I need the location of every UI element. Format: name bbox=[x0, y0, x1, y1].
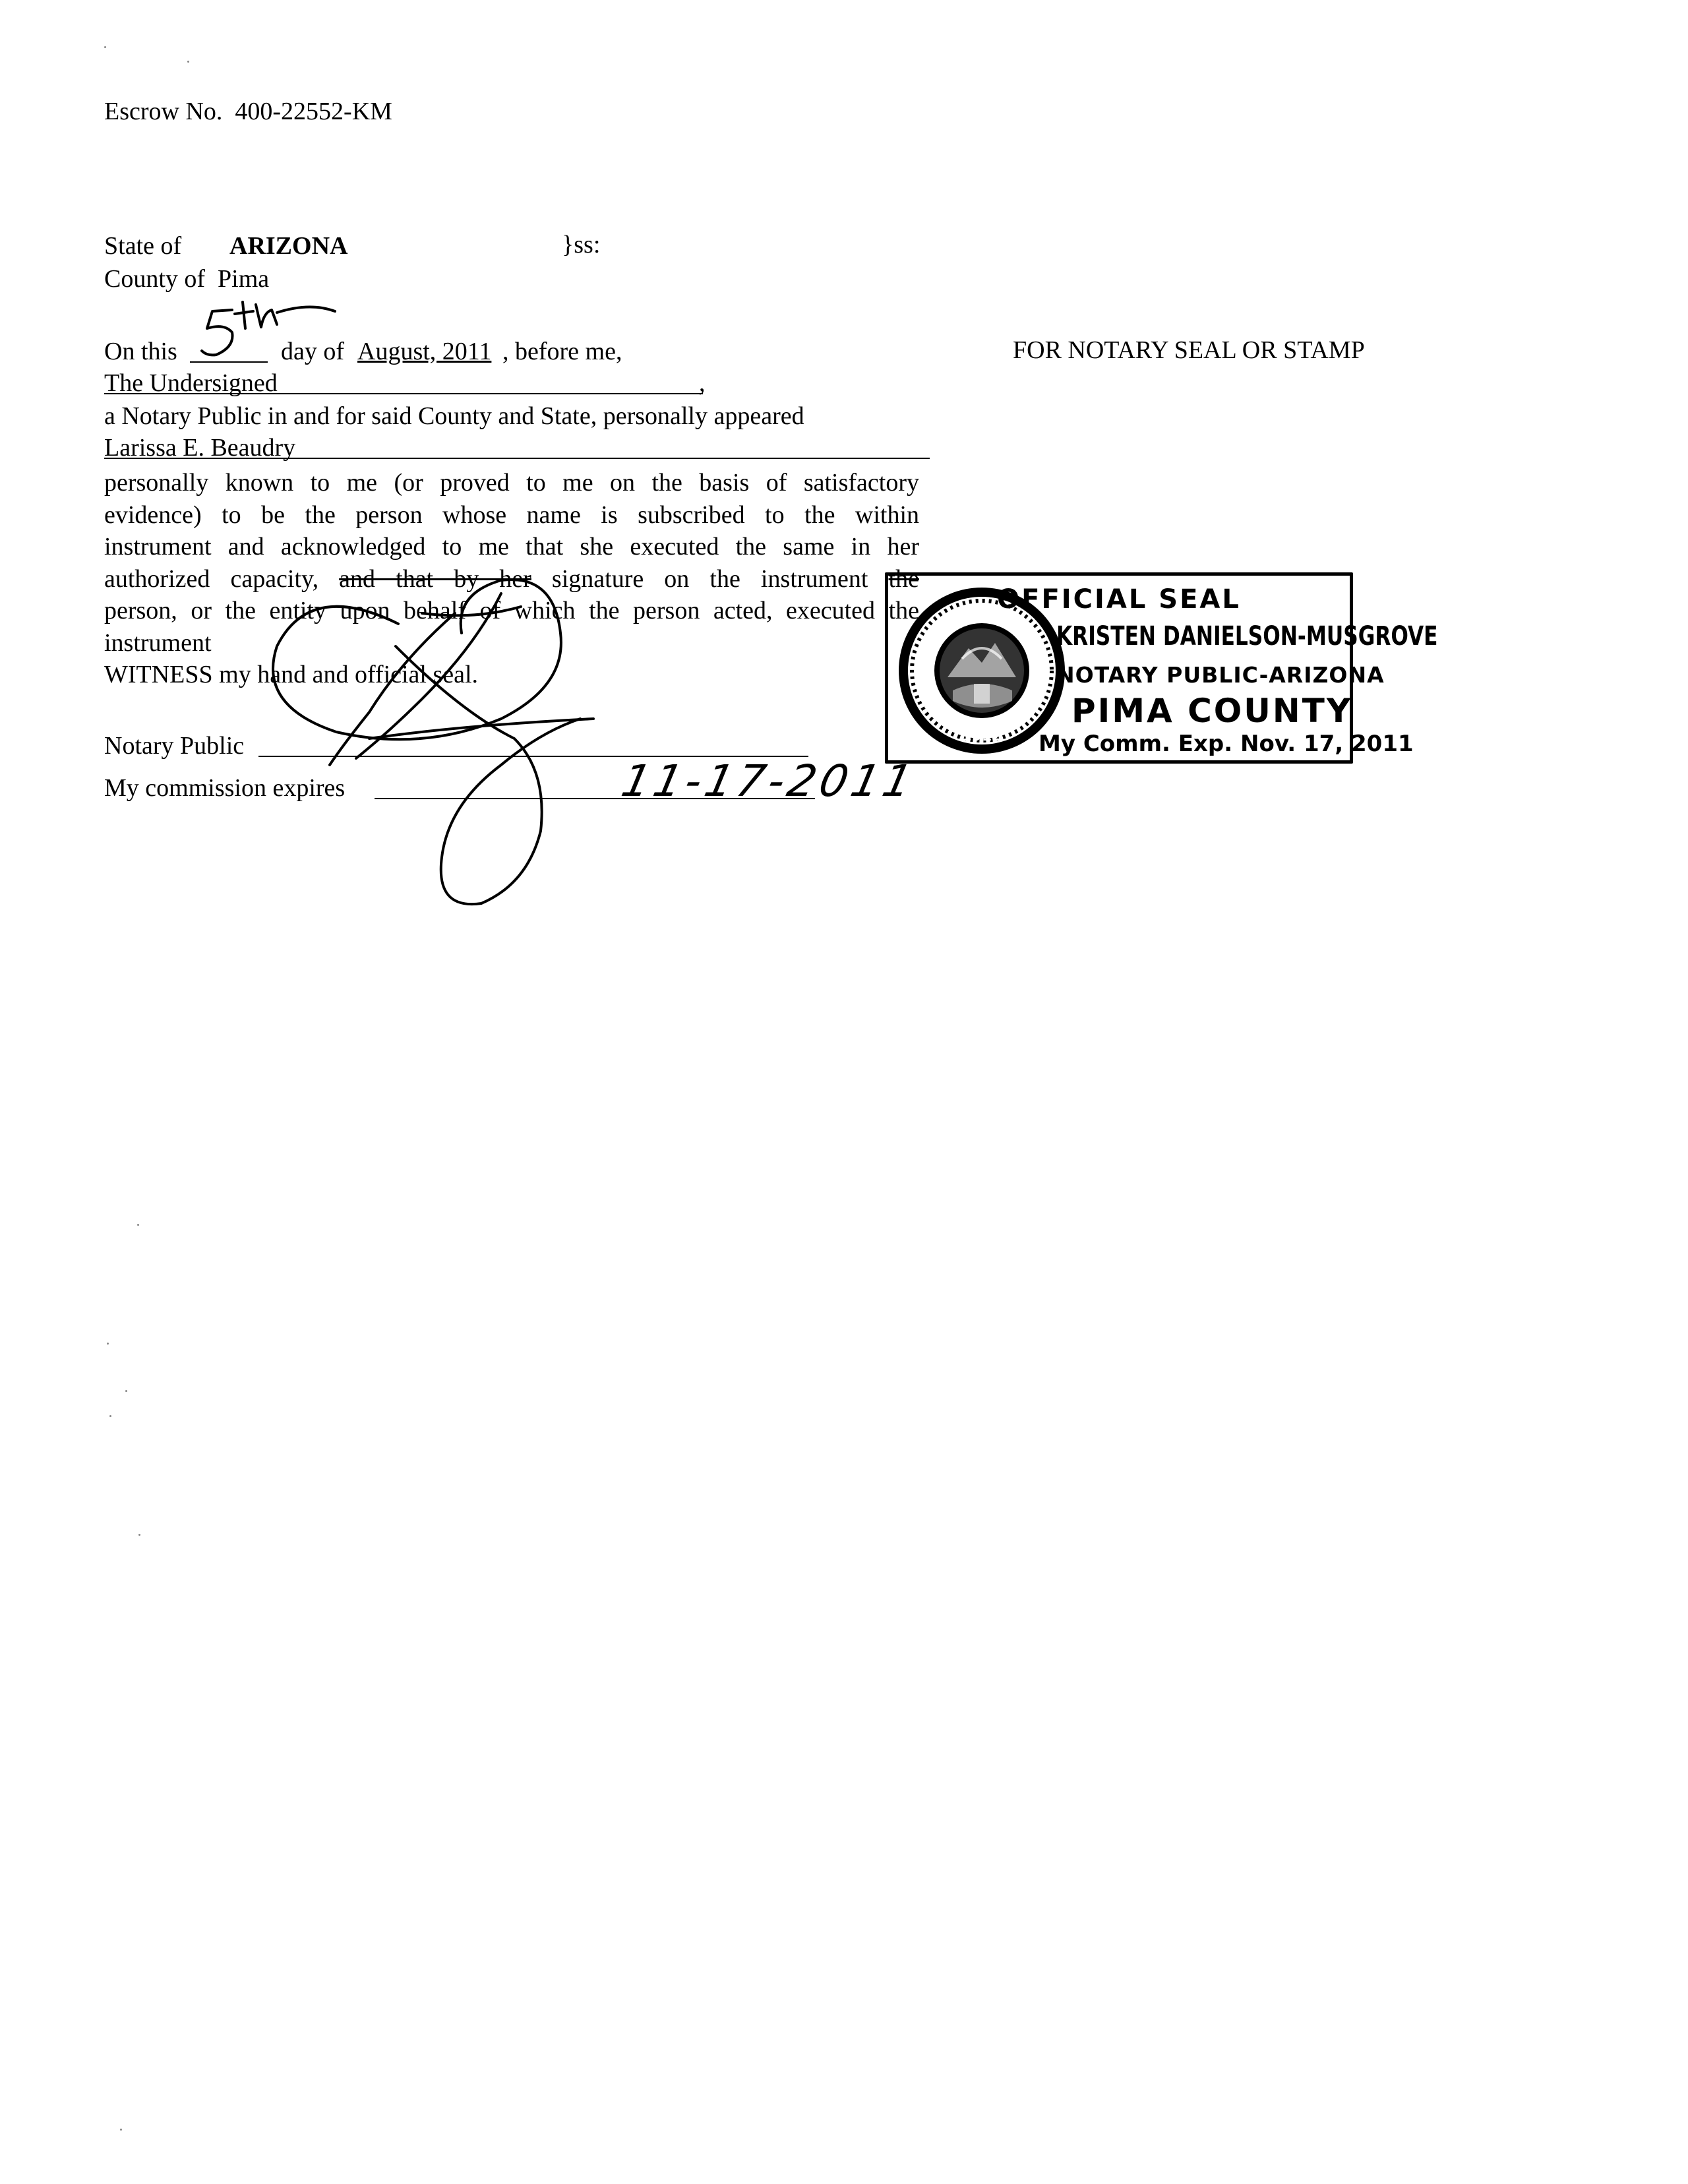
month-year: August, 2011 bbox=[357, 338, 492, 365]
signer-name-line bbox=[104, 458, 930, 459]
state-value: ARIZONA bbox=[229, 232, 348, 260]
seal-caption: FOR NOTARY SEAL OR STAMP bbox=[1013, 336, 1365, 364]
day-blank-line bbox=[190, 361, 268, 363]
scan-speck bbox=[137, 1224, 139, 1226]
body-line-4-struck2: the bbox=[888, 564, 919, 593]
scan-speck bbox=[138, 1534, 140, 1536]
escrow-label: Escrow No. bbox=[104, 98, 223, 125]
stamp-expires: My Comm. Exp. Nov. 17, 2011 bbox=[1039, 731, 1414, 757]
scan-speck bbox=[187, 61, 189, 63]
body-line-4-struck: and that by her bbox=[339, 564, 531, 593]
day-of-label: day of bbox=[281, 338, 345, 365]
emblem-year: 1912 bbox=[961, 728, 1002, 744]
body-line-3: instrument and acknowledged to me that she executed the same in her bbox=[104, 533, 919, 561]
county-label: County of bbox=[104, 265, 206, 293]
signer-name: Larissa E. Beaudry bbox=[104, 434, 296, 462]
body-line-1: personally known to me (or proved to me on the basis of satisfactory bbox=[104, 469, 919, 497]
stamp-notary-name: KRISTEN DANIELSON-MUSGROVE bbox=[1056, 621, 1438, 652]
body-line-4-b: signature on the instrument bbox=[551, 564, 868, 593]
acknowledgment-paragraph bbox=[104, 467, 919, 691]
body-line-6: instrument bbox=[104, 628, 212, 657]
escrow-number: 400-22552-KM bbox=[235, 98, 392, 125]
body-line-4 bbox=[104, 563, 919, 595]
scan-speck bbox=[109, 1415, 111, 1417]
body-line-2: evidence) to be the person whose name is subscribed to the within bbox=[104, 501, 919, 529]
commission-label: My commission expires bbox=[104, 774, 346, 802]
scan-speck bbox=[107, 1343, 109, 1345]
stamp-county: PIMA COUNTY bbox=[1071, 692, 1353, 730]
body-line-4-a: authorized capacity, bbox=[104, 564, 319, 593]
scan-speck bbox=[104, 46, 106, 48]
scan-speck bbox=[120, 2129, 122, 2131]
scan-speck bbox=[125, 1390, 127, 1392]
officer-name-line bbox=[104, 393, 703, 394]
commission-handwritten: 11-17-2011 bbox=[617, 756, 920, 806]
notary-public-label: Notary Public bbox=[104, 732, 245, 760]
ss-mark: }ss: bbox=[562, 231, 601, 258]
witness-line: WITNESS my hand and official seal. bbox=[104, 661, 479, 688]
body-line-5: person, or the entity upon behalf of which the person acted, executed the bbox=[104, 597, 919, 624]
officer-name: The Undersigned bbox=[104, 369, 278, 397]
stamp-title: OFFICIAL SEAL bbox=[997, 584, 1241, 615]
escrow-line bbox=[104, 99, 392, 124]
before-me: , before me, bbox=[502, 338, 622, 365]
stamp-role: NOTARY PUBLIC-ARIZONA bbox=[1056, 662, 1385, 688]
state-label: State of bbox=[104, 232, 182, 260]
notary-appeared-line: a Notary Public in and for said County and State, personally appeared bbox=[104, 402, 804, 430]
county-value: Pima bbox=[218, 265, 270, 293]
notary-stamp bbox=[885, 572, 1438, 764]
on-this-label: On this bbox=[104, 338, 177, 365]
officer-comma: , bbox=[699, 369, 706, 397]
